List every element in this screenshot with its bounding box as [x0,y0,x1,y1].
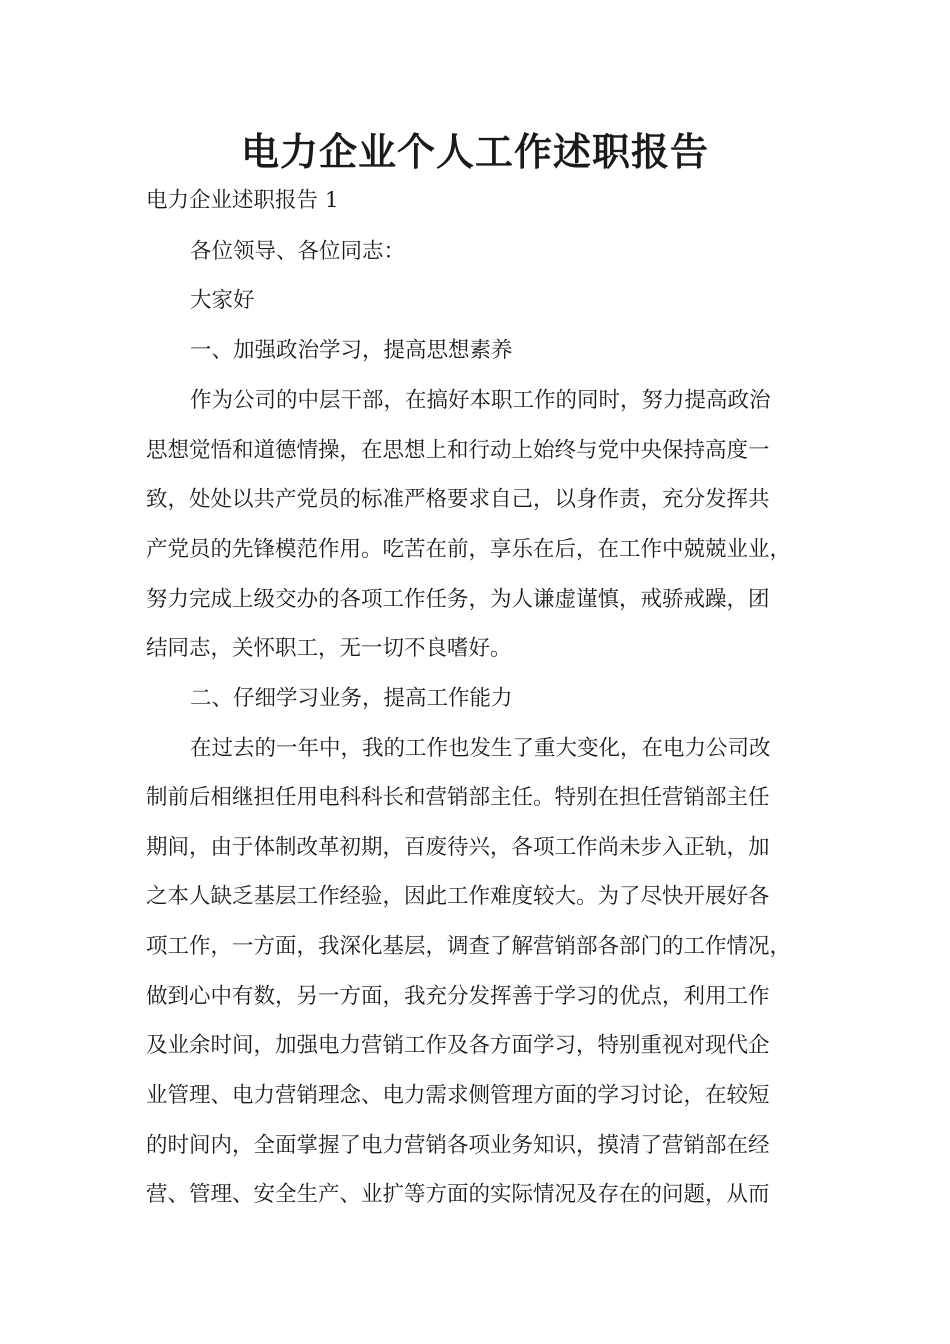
paragraph-line: 制前后相继担任用电科科长和营销部主任。特别在担任营销部主任 [146,785,770,810]
paragraph-line: 在过去的一年中，我的工作也发生了重大变化，在电力公司改 [190,736,771,761]
section-heading-1: 一、加强政治学习，提高思想素养 [190,338,513,363]
section-heading-2: 二、仔细学习业务，提高工作能力 [190,686,513,711]
paragraph-line: 及业余时间，加强电力营销工作及各方面学习，特别重视对现代企 [146,1033,770,1058]
paragraph-line: 努力完成上级交办的各项工作任务，为人谦虚谨慎，戒骄戒躁，团 [146,587,770,612]
paragraph-line: 作为公司的中层干部，在搞好本职工作的同时，努力提高政治 [190,388,771,413]
paragraph-line: 业管理、电力营销理念、电力需求侧管理方面的学习讨论，在较短 [146,1083,770,1108]
document-subtitle: 电力企业述职报告 1 [146,188,339,213]
paragraph-line: 做到心中有数，另一方面，我充分发挥善于学习的优点，利用工作 [146,984,770,1009]
paragraph-line: 项工作，一方面，我深化基层，调查了解营销部各部门的工作情况， [146,934,792,959]
paragraph-line: 之本人缺乏基层工作经验，因此工作难度较大。为了尽快开展好各 [146,884,770,909]
document-title: 电力企业个人工作述职报告 [240,130,709,174]
paragraph-line: 产党员的先锋模范作用。吃苦在前，享乐在后，在工作中兢兢业业， [146,537,792,562]
paragraph-line: 期间，由于体制改革初期，百废待兴，各项工作尚未步入正轨，加 [146,835,770,860]
greeting: 大家好 [190,288,255,313]
salutation: 各位领导、各位同志： [190,239,406,264]
paragraph-line: 致，处处以共产党员的标准严格要求自己，以身作责，充分发挥共 [146,487,770,512]
paragraph-line: 结同志，关怀职工，无一切不良嗜好。 [146,636,512,661]
paragraph-line: 营、管理、安全生产、业扩等方面的实际情况及存在的问题，从而 [146,1182,770,1207]
paragraph-line: 思想觉悟和道德情操，在思想上和行动上始终与党中央保持高度一 [146,438,770,463]
paragraph-line: 的时间内，全面掌握了电力营销各项业务知识，摸清了营销部在经 [146,1133,770,1158]
